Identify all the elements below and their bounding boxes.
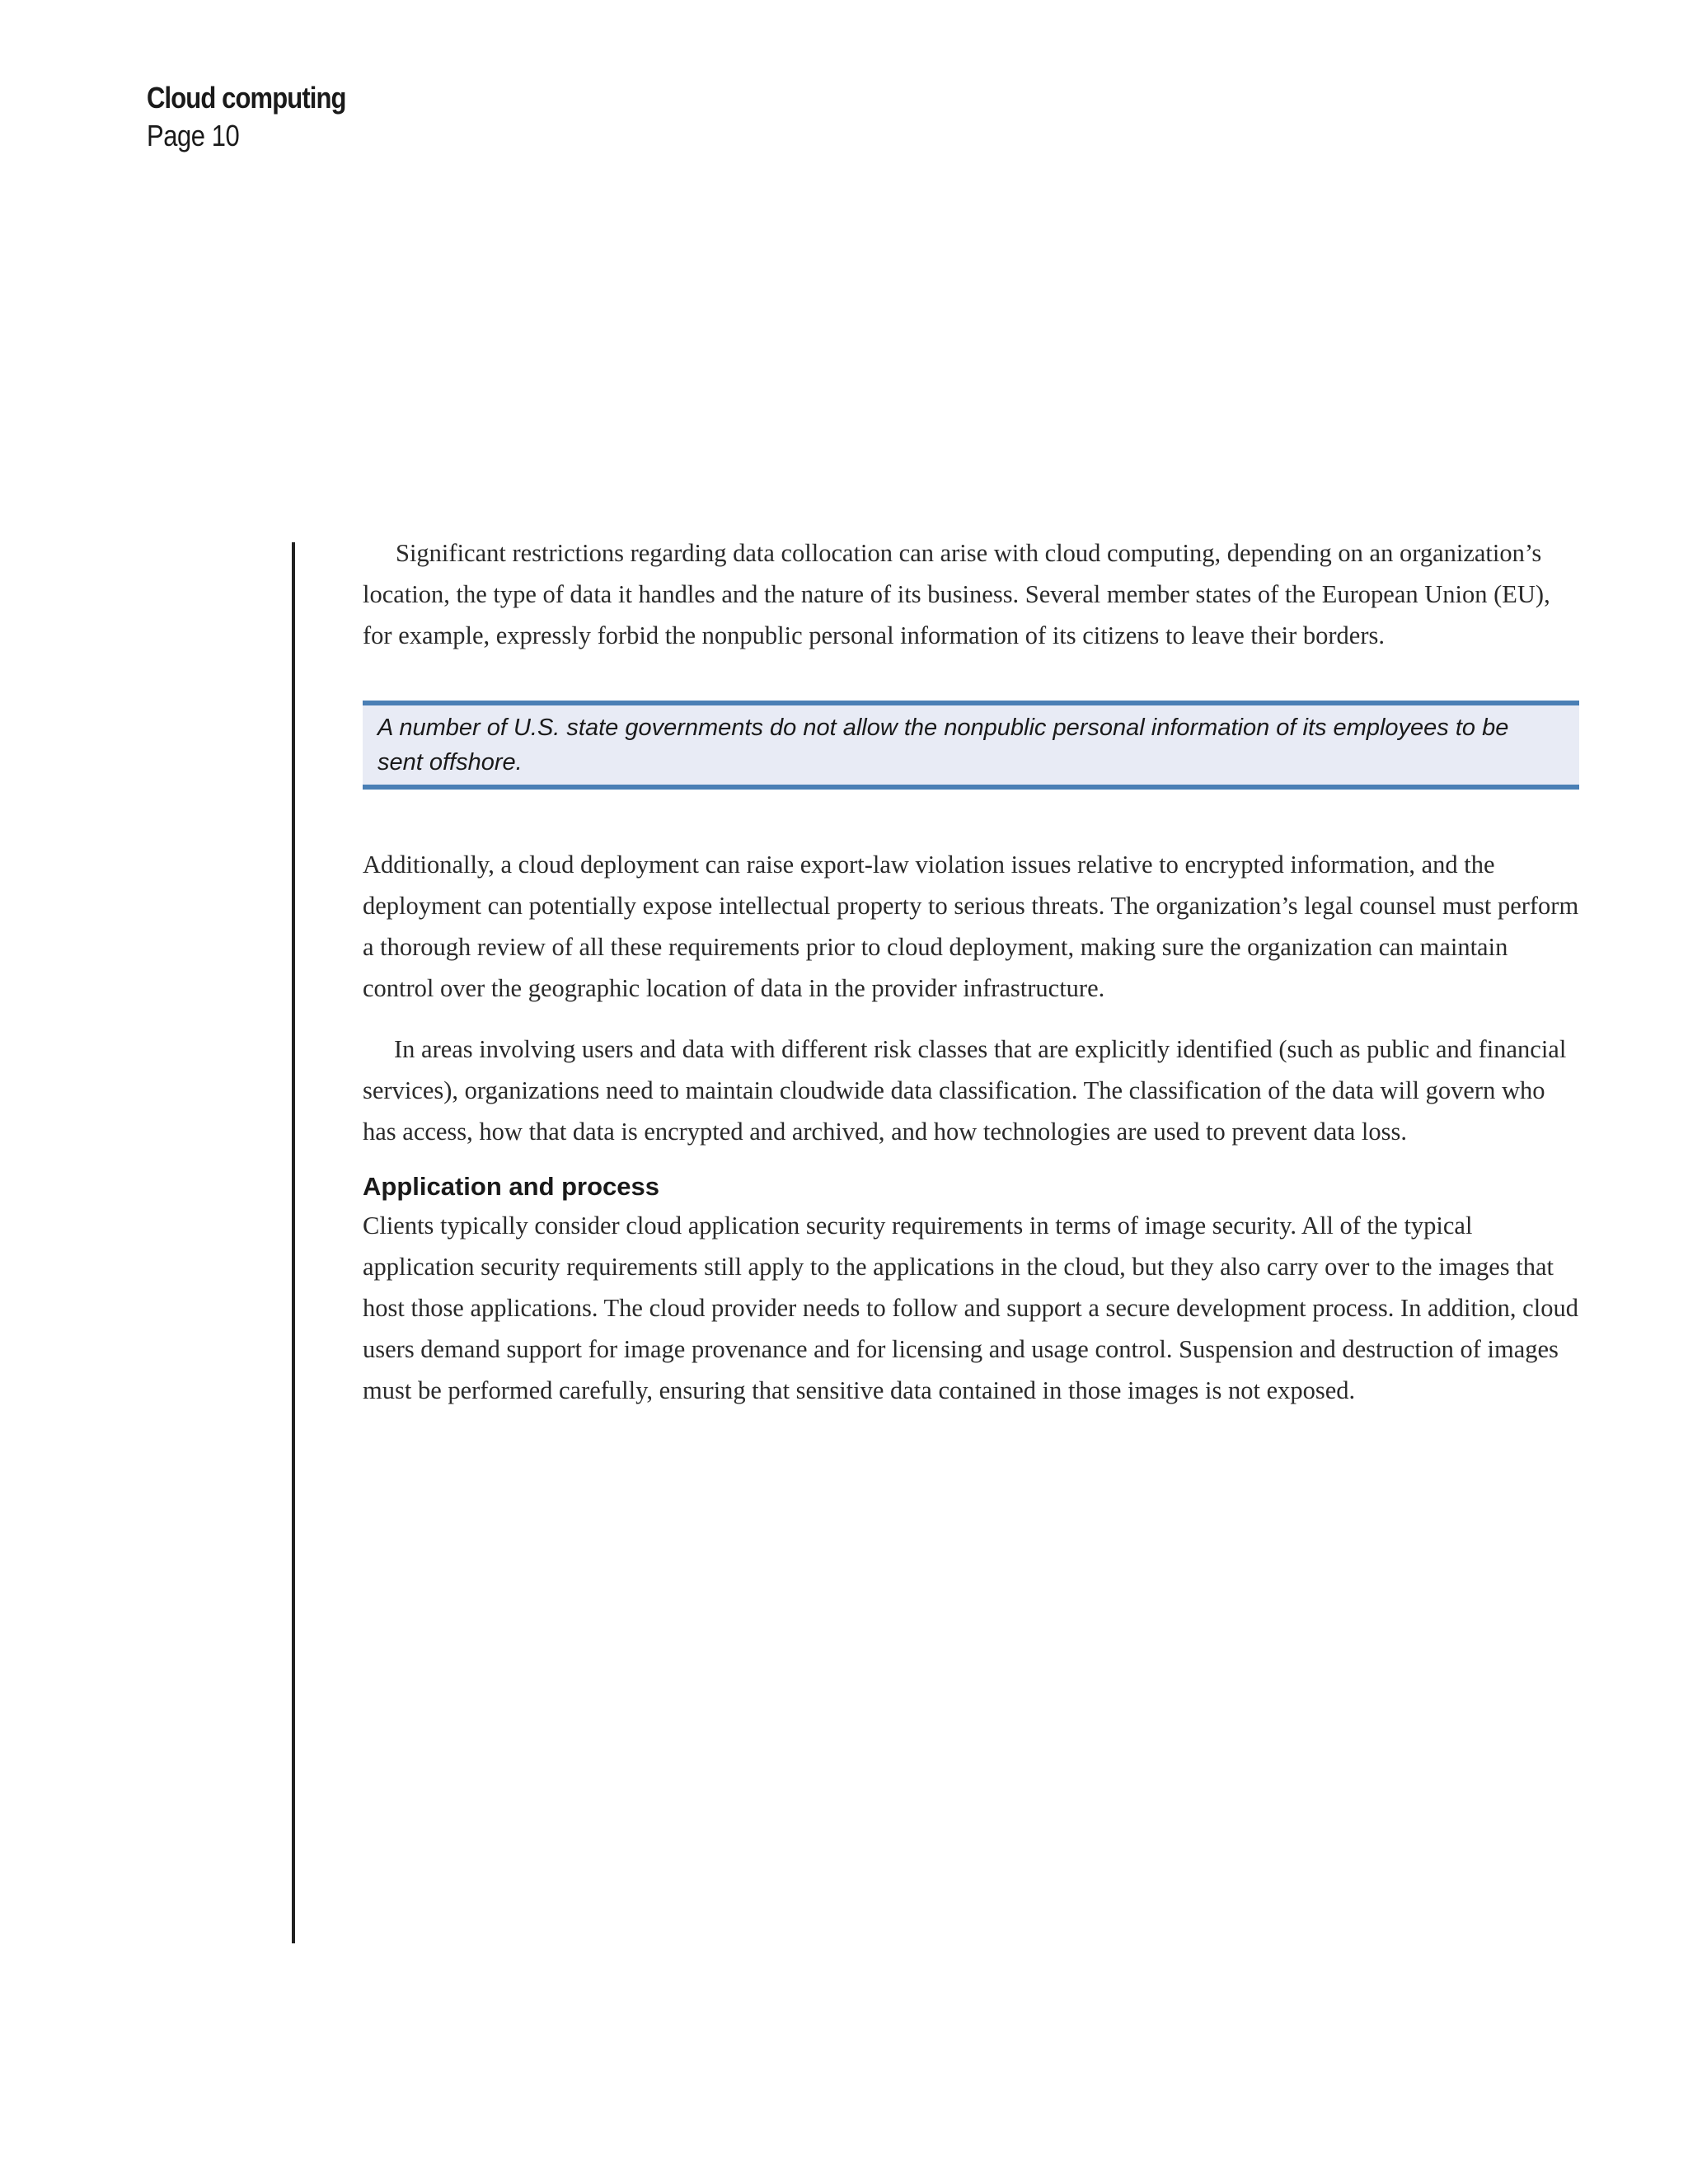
- page-header: [147, 79, 378, 155]
- paragraph-data-collocation: Significant restrictions regarding data collocation can arise with cloud computing, depending on an organization’s location, the type of data it handles and the nature of its business. Several member states of the European Union (EU), for example, expressly forbid the nonpublic personal information of its citizens to leave their borders.: [363, 539, 1550, 649]
- paragraph-data-classification: In areas involving users and data with different risk classes that are explicitly identified (such as public and financial services), organizations need to maintain cloudwide data classification. The classification of the data will govern who has access, how that data is encrypted and archived, and how technologies are used to prevent data loss.: [363, 1035, 1567, 1146]
- main-content: [363, 532, 1579, 1411]
- callout-box: A number of U.S. state governments do not allow the nonpublic personal information of its employees to be sent offshore.: [363, 701, 1579, 790]
- page-number: Page 10: [147, 119, 240, 152]
- document-title: Cloud computing: [147, 81, 346, 115]
- section-heading: Application and process: [363, 1172, 660, 1201]
- margin-rule: [292, 542, 295, 1943]
- paragraph-export-law: Additionally, a cloud deployment can raise export-law violation issues relative to encrypted information, and the deployment can potentially expose intellectual property to serious threats. The organization’s legal counsel must perform a thorough review of all these requirements prior to cloud deployment, making sure the organization can maintain control over the geographic location of data in the provider infrastructure.: [363, 851, 1579, 1002]
- paragraph-application-security: Clients typically consider cloud application security requirements in terms of image security. All of the typical application security requirements still apply to the applications in the cloud, but they also carry over to the images that host those applications. The cloud provider needs to follow and support a secure development process. In addition, cloud users demand support for image provenance and for licensing and usage control. Suspension and destruction of images must be performed carefully, ensuring that sensitive data contained in those images is not exposed.: [363, 1212, 1578, 1404]
